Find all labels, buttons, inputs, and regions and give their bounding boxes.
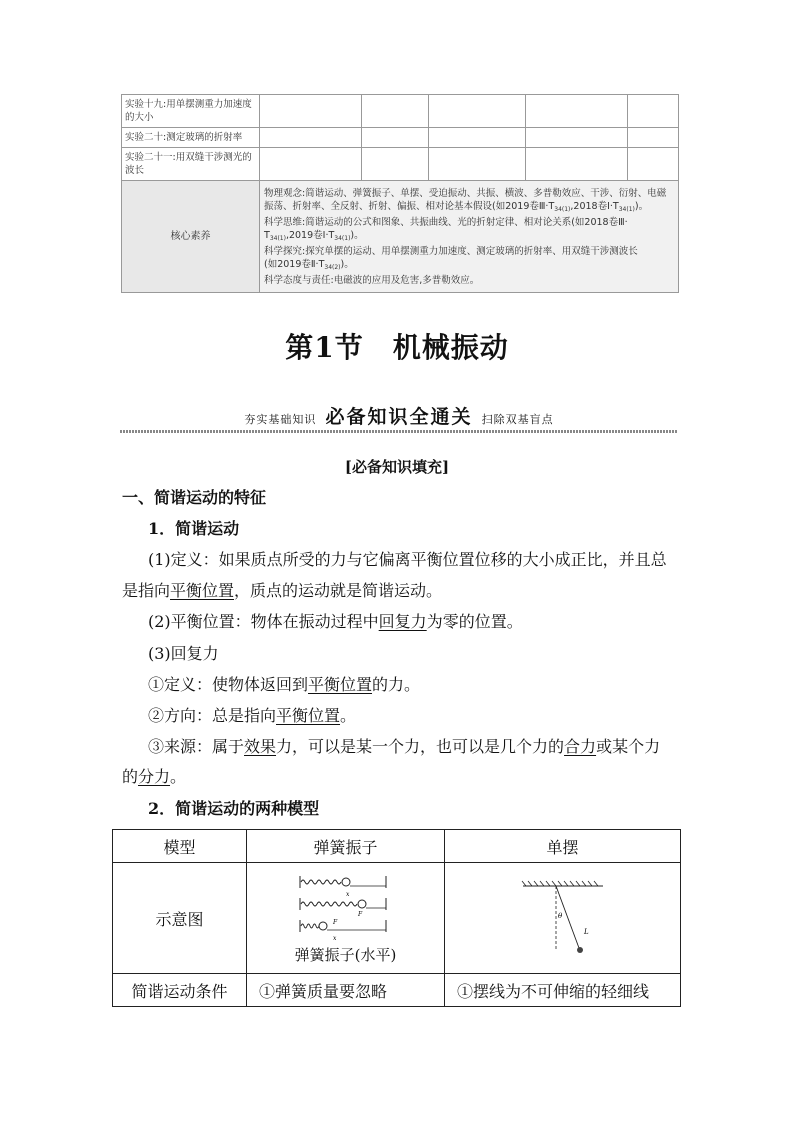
simple-pendulum-diagram bbox=[518, 878, 608, 958]
curriculum-table bbox=[121, 94, 679, 296]
experiment-21-label: 实验二十一:用双缝干涉测光的波长 bbox=[122, 148, 260, 181]
diagram-label: 示意图 bbox=[113, 863, 247, 974]
header-spring: 弹簧振子 bbox=[247, 830, 445, 863]
banner-right-text: 扫除双基盲点 bbox=[481, 413, 554, 426]
heading-two-models: 2．简谐运动的两种模型 bbox=[148, 799, 320, 818]
pendulum-length-label: L bbox=[583, 928, 589, 936]
banner-rule bbox=[120, 430, 678, 433]
banner-center-text: 必备知识全通关 bbox=[325, 406, 473, 428]
spring-caption: 弹簧振子(水平) bbox=[294, 945, 397, 964]
restoring-force-definition: ①定义：使物体返回到平衡位置的力。 bbox=[148, 675, 421, 694]
subsection-heading: [必备知识填充] bbox=[344, 458, 450, 476]
spring-f-label: F bbox=[357, 910, 362, 918]
spring-condition: ①弹簧质量要忽略 bbox=[247, 974, 445, 1007]
svg-text:F: F bbox=[332, 918, 337, 926]
condition-label: 简谐运动条件 bbox=[113, 974, 247, 1007]
core-literacy-content: 物理观念:简谐运动、弹簧振子、单摆、受迫振动、共振、横波、多普勒效应、干涉、衍射、电磁 振荡、折射率、全反射、折射、偏振、相对论基本假设(如2019卷$Ⅲ\cdot T_{34(1)},2018$卷$Ⅰ\cdot T_{34(1)}$)。 科学思维:简谐运动的公式和图象、共振曲线、光的折射定律、相对论关系(如2018卷Ⅲ· $T_{34(1)},2019$卷$Ⅰ\cdot T_{34(1)}$)。 科学探究:探究单摆的运动、用单摆测重力加速度、测定玻璃的折射率、用双缝干涉测波长 (如2019卷$Ⅱ\cdot T_{34(2)}$)。 科学态度与责任:电磁波的应用及危害,多普勒效应。 bbox=[260, 181, 679, 293]
pendulum-condition: ①摆线为不可伸缩的轻细线 bbox=[445, 974, 681, 1007]
experiment-20-label: 实验二十:测定玻璃的折射率 bbox=[122, 128, 260, 148]
banner-left-text: 夯实基础知识 bbox=[244, 413, 317, 426]
equilibrium-position-line: (2)平衡位置：物体在振动过程中回复力为零的位置。 bbox=[148, 612, 523, 631]
restoring-force-heading: (3)回复力 bbox=[148, 644, 219, 663]
heading-simple-harmonic-motion: 1．简谐运动 bbox=[148, 519, 240, 538]
spring-x-label: x bbox=[345, 890, 349, 898]
svg-text:x: x bbox=[332, 934, 336, 942]
models-table bbox=[112, 829, 681, 1007]
restoring-force-direction: ②方向：总是指向平衡位置。 bbox=[148, 706, 357, 725]
section-title: 第1节 机械振动 bbox=[285, 331, 509, 364]
restoring-force-source-line-1: ③来源：属于效果力，可以是某一个力，也可以是几个力的合力或某个力 bbox=[148, 737, 661, 756]
heading-simple-harmonic-features: 一、简谐运动的特征 bbox=[122, 488, 267, 507]
spring-diagram-cell bbox=[247, 863, 445, 974]
restoring-force-source-line-2: 的分力。 bbox=[122, 767, 187, 786]
header-model: 模型 bbox=[113, 830, 247, 863]
knowledge-banner bbox=[120, 400, 678, 434]
header-pendulum: 单摆 bbox=[445, 830, 681, 863]
definition-line-1: (1)定义：如果质点所受的力与它偏离平衡位置位移的大小成正比，并且总 bbox=[148, 550, 667, 569]
pendulum-diagram-cell bbox=[445, 863, 681, 974]
pendulum-theta-label: θ bbox=[557, 912, 562, 920]
core-literacy-label: 核心素养 bbox=[122, 181, 260, 293]
definition-line-2: 是指向平衡位置，质点的运动就是简谐运动。 bbox=[122, 581, 443, 600]
spring-oscillator-diagram bbox=[286, 872, 406, 942]
experiment-19-label: 实验十九:用单摆测重力加速度的大小 bbox=[122, 95, 260, 128]
